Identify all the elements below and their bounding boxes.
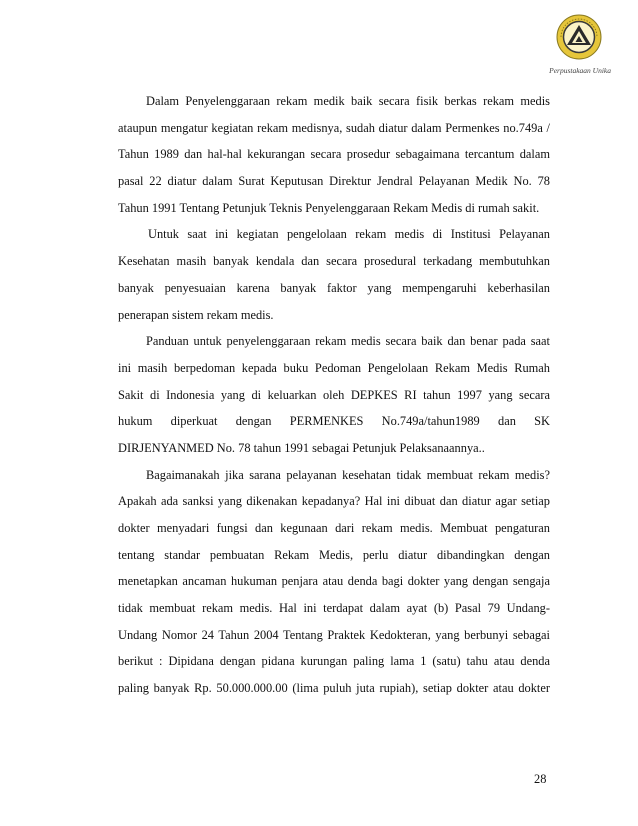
text-line: Untuk saat ini kegiatan pengelolaan rekam medis di Institusi Pelayanan <box>148 227 550 242</box>
text-line: penerapan sistem rekam medis. <box>118 307 274 322</box>
text-line: Kesehatan masih banyak kendala dan secara prosedural terkadang membutuhkan <box>118 254 550 269</box>
text-line: hukum diperkuat dengan PERMENKES No.749a/tahun1989 dan SK <box>118 414 550 429</box>
text-line: Panduan untuk penyelenggaraan rekam medis secara baik dan benar pada saat <box>146 334 550 349</box>
paragraph <box>118 221 550 328</box>
text-line: Undang Nomor 24 Tahun 2004 Tentang Praktek Kedokteran, yang berbunyi sebagai <box>118 627 550 642</box>
text-line: menetapkan ancaman hukuman penjara atau denda bagi dokter yang dengan sengaja <box>118 574 550 589</box>
page-number: 28 <box>534 772 547 786</box>
text-line: dokter menyadari fungsi dan kegunaan dari rekam medis. Membuat pengaturan <box>118 521 550 535</box>
text-line: Bagaimanakah jika sarana pelayanan kesehatan tidak membuat rekam medis? <box>146 467 550 482</box>
text-line: Tahun 1991 Tentang Petunjuk Teknis Penyelenggaraan Rekam Medis di rumah sakit. <box>118 200 540 215</box>
text-line: Sakit di Indonesia yang di keluarkan oleh DEPKES RI tahun 1997 yang secara <box>118 387 550 402</box>
text-line: pasal 22 diatur dalam Surat Keputusan Direktur Jendral Pelayanan Medik No. 78 <box>118 174 550 189</box>
text-line: paling banyak Rp. 50.000.000.00 (lima puluh juta rupiah), setiap dokter atau dokter <box>118 681 550 696</box>
text-line: tentang standar pembuatan Rekam Medis, perlu diatur dibandingkan dengan <box>118 547 550 562</box>
text-line: Apakah ada sanksi yang dikenakan kepadanya? Hal ini dibuat dan diatur agar setiap <box>118 494 550 509</box>
paragraph <box>118 462 550 702</box>
text-line: ini masih berpedoman kepada buku Pedoman Pengelolaan Rekam Medis Rumah <box>118 360 550 375</box>
paragraph <box>118 328 550 461</box>
text-line: Tahun 1989 dan hal-hal kekurangan secara prosedur sebagaimana tercantum dalam <box>118 147 550 162</box>
text-line: berikut : Dipidana dengan pidana kurungan paling lama 1 (satu) tahu atau denda <box>118 654 550 669</box>
text-line: DIRJENYANMED No. 78 tahun 1991 sebagai Petunjuk Pelaksanaannya.. <box>118 440 485 455</box>
text-line: Dalam Penyelenggaraan rekam medik baik secara fisik berkas rekam medis <box>146 94 550 108</box>
university-logo <box>548 12 610 62</box>
document-body <box>118 88 550 702</box>
text-line: banyak penyesuaian karena banyak faktor yang mempengaruhi keberhasilan <box>118 280 550 295</box>
text-line: tidak membuat rekam medis. Hal ini terdapat dalam ayat (b) Pasal 79 Undang- <box>118 601 550 616</box>
text-line: ataupun mengatur kegiatan rekam medisnya, sudah diatur dalam Permenkes no.749a / <box>118 120 550 135</box>
library-label: Perpustakaan Unika <box>549 66 611 75</box>
paragraph <box>118 88 550 221</box>
